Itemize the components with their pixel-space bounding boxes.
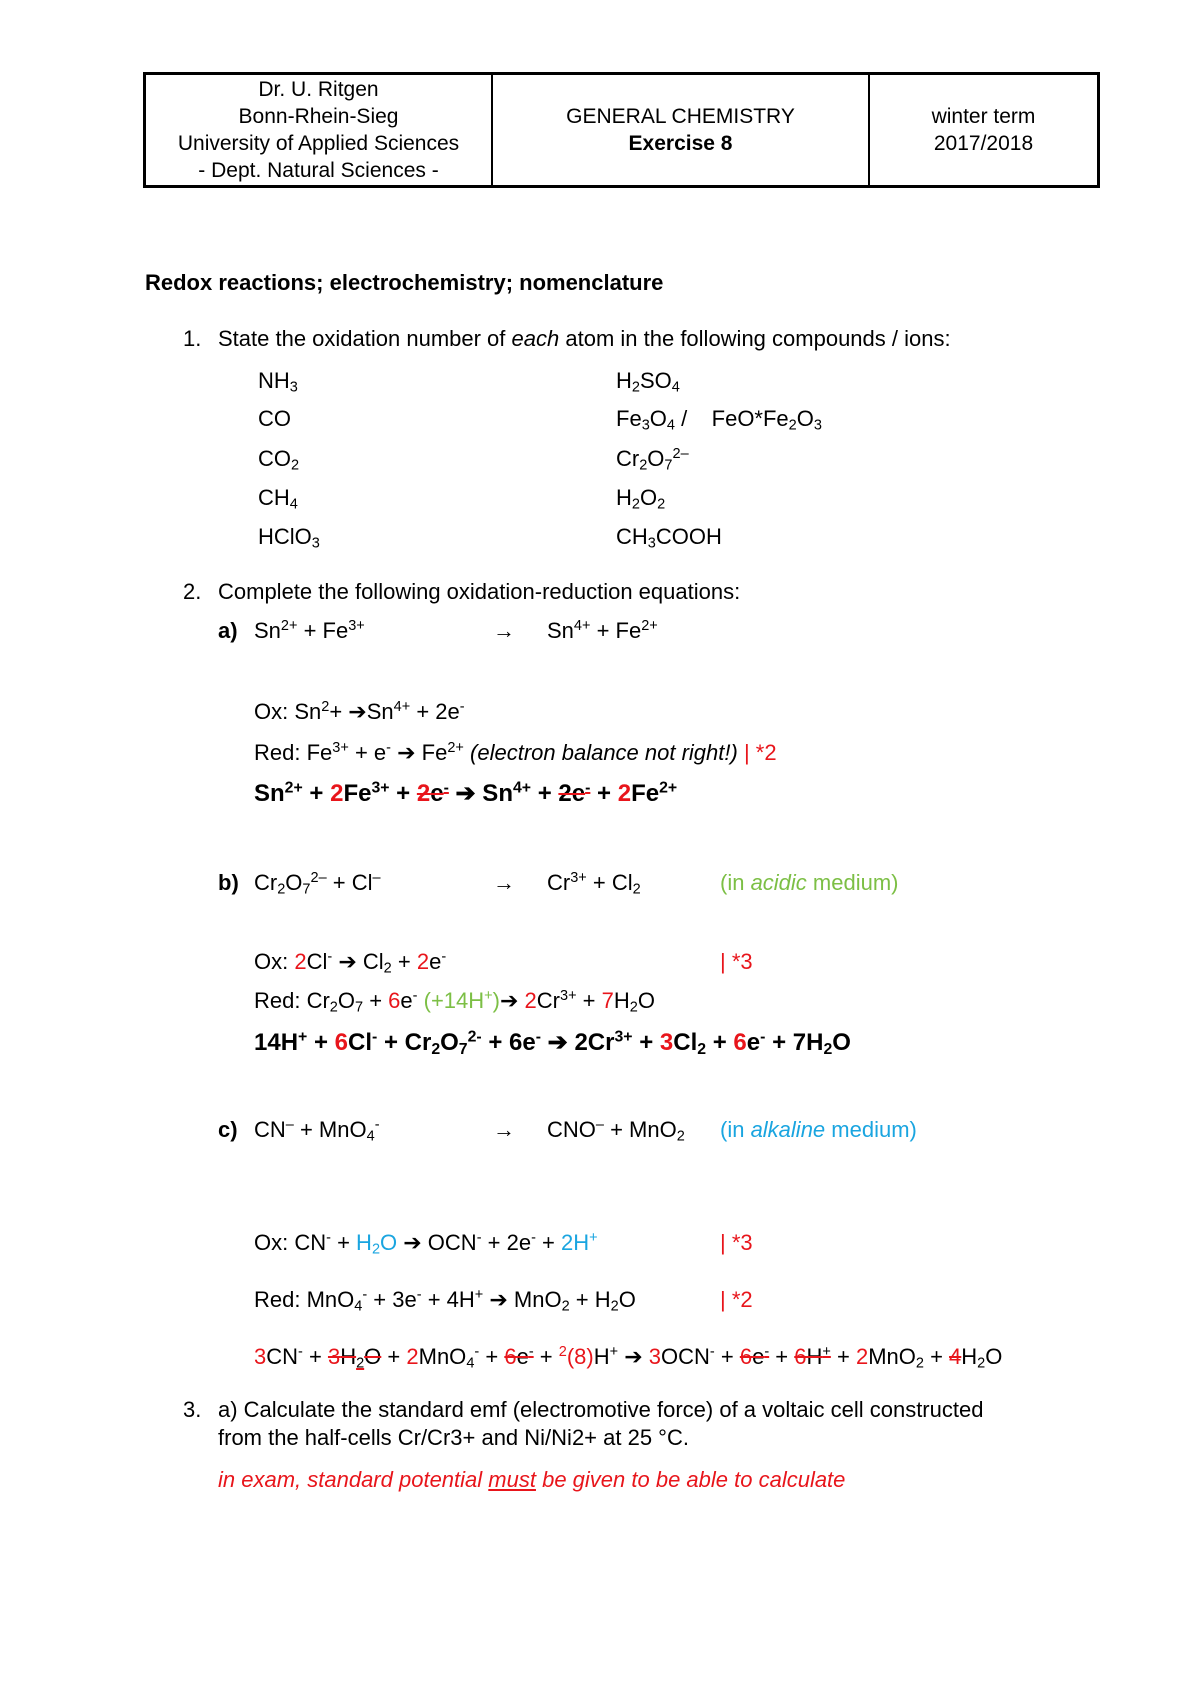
compound-ch3cooh: $CH_3COOH$: [616, 524, 722, 552]
compound-co2: $CO_2$: [258, 446, 300, 474]
header-course-cell: [493, 75, 870, 185]
q2b-label: b): [218, 870, 239, 895]
q2b-reactants: $Cr_2O_7^{2-} + Cl^-$: [254, 870, 381, 898]
q1-number: 1.: [183, 326, 202, 351]
q2b-factor: | *3: [720, 949, 753, 974]
header-author-cell: [146, 75, 493, 185]
header-year: 2017/2018: [933, 132, 1034, 155]
header-department: - Dept. Natural Sciences -: [198, 159, 439, 182]
compound-h2so4: $H_2SO_4$: [616, 368, 680, 396]
q2c-factor-ox: | *3: [720, 1230, 753, 1255]
compound-co: CO: [258, 406, 291, 431]
compound-cr2o7: $Cr_2O_7^{2-}$: [616, 446, 689, 474]
q3-number: 3.: [183, 1397, 202, 1422]
compound-h2o2: $H_2O_2$: [616, 485, 666, 513]
q2a-factor: | *2: [743, 740, 777, 765]
q2c-medium: (in alkaline medium): [720, 1117, 917, 1142]
q2b-ox: Ox: 2Cl- ➔ $Cl_2 + 2e^-$: [254, 949, 447, 977]
header-exercise: Exercise 8: [628, 132, 733, 155]
compound-ch4: $CH_4$: [258, 485, 298, 513]
q2c-reactants: CN– + MnO$_4$-: [254, 1117, 380, 1145]
q3-line2: from the half-cells Cr/Cr3+ and Ni/Ni2+ at 25 °C.: [218, 1425, 689, 1450]
q2a-overall: $Sn^{2+} + 2Fe^{3+} + 2e^-$ ➔ $Sn^{4+} + 2e^- + 2Fe^{2+}$: [254, 779, 678, 807]
q2a-ox: Ox: $Sn^2+$ $➔Sn^{4+} + 2e^-$: [254, 699, 465, 724]
q2-text: Complete the following oxidation-reduction equations:: [218, 579, 741, 604]
q2b-overall: $14H^+ + 6Cl^- + Cr_2O_7^{2-} + 6e^-$ ➔ $2Cr^{3+} + 3Cl_2 + 6e^- + 7H_2O$: [254, 1028, 851, 1058]
q1-text: State the oxidation number of each atom in the following compounds / ions:: [218, 326, 951, 351]
compound-fe3o4: $Fe_3O_4$ / $FeO*Fe_2O_3$: [616, 406, 822, 434]
compound-nh3: $NH_3$: [258, 368, 298, 396]
q2c-arrow: →: [493, 1117, 515, 1142]
q3-note: in exam, standard potential must be given to be able to calculate: [218, 1467, 846, 1492]
q2b-arrow: →: [493, 870, 515, 895]
q2c-overall: $3CN^- + 3H_2O + 2MnO_4^- + 6e^- + ^2(8)H^+$ ➔ $3OCN^- + 6e^- + 6H^+ + 2MnO_2 + 4H_2O$: [254, 1344, 1003, 1372]
section-title: Redox reactions; electrochemistry; nomenclature: [145, 270, 664, 295]
q2a-label: a): [218, 618, 238, 643]
q2b-red: Red: $Cr_2O_7 + 6e^-$ (+14H+)➔ $2Cr^{3+} + 7H_2O$: [254, 988, 655, 1016]
q2a-reactants: $Sn^{2+} + Fe^{3+}$: [254, 618, 365, 643]
q2b-products: $Cr^{3+} + Cl_2$: [547, 870, 641, 898]
q3-line1: a) Calculate the standard emf (electromotive force) of a voltaic cell constructed: [218, 1397, 984, 1422]
q2c-label: c): [218, 1117, 238, 1142]
header-term-cell: [870, 75, 1097, 185]
compound-hclo3: HClO$_3$: [258, 524, 320, 552]
header-course: GENERAL CHEMISTRY: [566, 105, 795, 128]
q2b-medium: (in acidic medium): [720, 870, 899, 895]
q2a-red: Red: $Fe^{3+} + e^-$ ➔ $Fe^{2+}$ (electron balance not right!) | *2: [254, 740, 777, 765]
q2a-products: $Sn^{4+} + Fe^{2+}$: [547, 618, 658, 643]
q2c-red: Red: MnO$_4$- + 3e- + 4H+ ➔ $MnO_2 + H_2O$: [254, 1287, 636, 1315]
q2a-electron-note: (electron balance not right!): [470, 740, 738, 765]
q2c-factor-red: | *2: [720, 1287, 753, 1312]
header-author: Dr. U. Ritgen: [258, 78, 379, 101]
q2a-arrow: →: [493, 618, 515, 643]
q2-number: 2.: [183, 579, 202, 604]
header-table: [143, 72, 1100, 188]
header-university: Bonn-Rhein-Sieg: [238, 105, 399, 128]
header-university-2: University of Applied Sciences: [177, 132, 460, 155]
q2c-products: CNO– + MnO$_2$: [547, 1117, 685, 1145]
header-term: winter term: [931, 105, 1036, 128]
q2c-ox: Ox: $CN^- + H_2O$ ➔ OCN- + 2e- + 2H+: [254, 1230, 598, 1258]
